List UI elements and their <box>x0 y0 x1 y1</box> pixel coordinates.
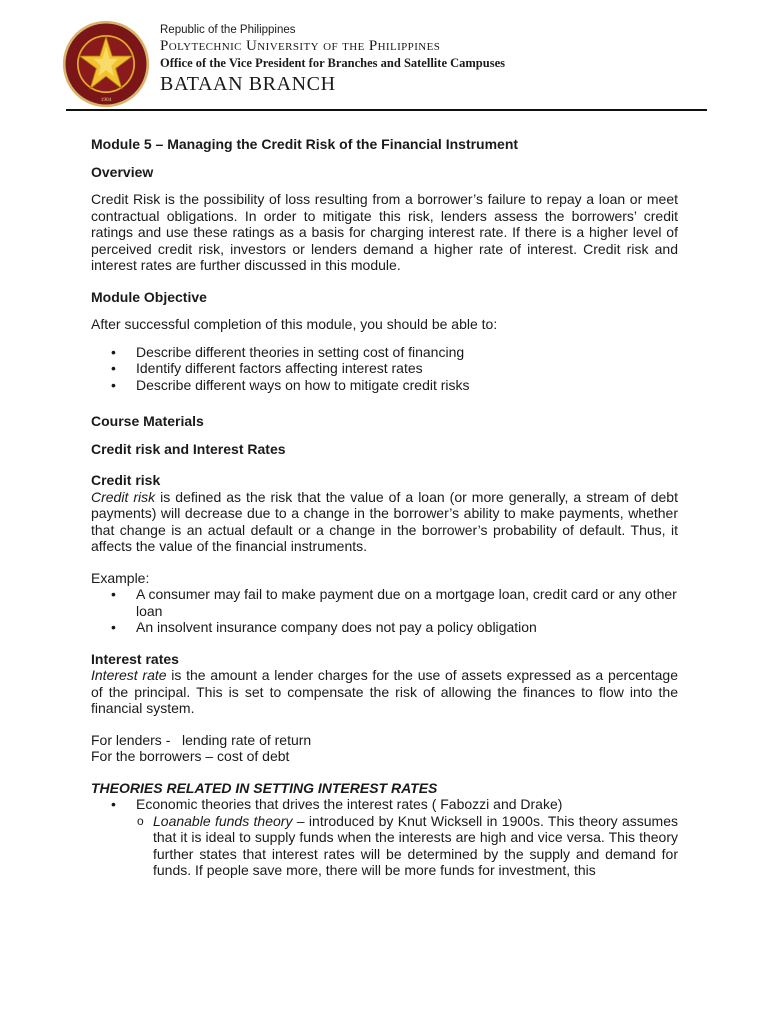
materials-heading: Course Materials <box>91 413 204 429</box>
letterhead <box>0 0 768 112</box>
list-item: • Describe different theories in setting cost of financing <box>91 344 678 361</box>
theories-list <box>91 796 678 813</box>
loanable-text: – introduced by Knut Wicksell in 1900s. This theory assumes that it is ideal to supply funds when the interests are high and vice versa. This theory further states that interest rates will be determined by the supply and demand for funds. If people save more, there will be more funds for investment, this <box>153 812 678 878</box>
header-divider <box>66 109 707 111</box>
module-title: Module 5 – Managing the Credit Risk of the Financial Instrument <box>91 136 519 152</box>
list-item: • Economic theories that drives the interest rates ( Fabozzi and Drake) <box>91 796 678 813</box>
interest-definition: is the amount a lender charges for the use of assets expressed as a percentage of the principal. This is set to compensate the risk of allowing the finances to flow into the financial system. <box>91 667 678 716</box>
interest-paragraph <box>91 667 678 717</box>
document-body <box>91 136 678 879</box>
university-name: Polytechnic University of the Philippines <box>160 38 441 54</box>
interest-term: Interest rate <box>91 667 167 683</box>
materials-subheading: Credit risk and Interest Rates <box>91 440 286 457</box>
lenders-line: For lenders - lending rate of return <box>91 731 312 748</box>
sub-bullet-marker: o <box>137 813 144 828</box>
list-item: • A consumer may fail to make payment due on a mortgage loan, credit card or any other loan <box>91 586 678 619</box>
loanable-funds-item <box>91 813 678 879</box>
interest-heading: Interest rates <box>91 650 179 667</box>
objective-list <box>91 344 678 394</box>
office-name: Office of the Vice President for Branches and Satellite Campuses <box>160 56 505 70</box>
overview-paragraph: Credit Risk is the possibility of loss resulting from a borrower’s failure to repay a loan or meet contractual obligations. In order to mitigate this risk, lenders assess the borrowers’ credit ratings and use these ratings as a basis for charging interest rate. If there is a higher level of perceived credit risk, investors or lenders demand a higher rate of interest. Credit risk and interest rates are further discussed in this module. <box>91 191 678 273</box>
borrowers-line: For the borrowers – cost of debt <box>91 748 290 764</box>
credit-risk-heading: Credit risk <box>91 472 161 488</box>
university-seal-logo <box>62 20 150 108</box>
credit-risk-definition: is defined as the risk that the value of a loan (or more generally, a stream of debt payments) will decrease due to a change in the borrower’s ability to make payments, whether that change is an actual default or a change in the borrower’s probability of default. Thus, it affects the value of the financial instruments. <box>91 488 678 554</box>
example-label: Example: <box>91 569 150 586</box>
svg-text:1904: 1904 <box>100 96 112 103</box>
credit-risk-term: Credit risk <box>91 488 156 505</box>
objective-heading: Module Objective <box>91 288 207 305</box>
overview-heading: Overview <box>91 163 154 180</box>
list-item: • Describe different ways on how to mitigate credit risks <box>91 377 678 394</box>
list-item: • Identify different factors affecting interest rates <box>91 360 678 377</box>
credit-risk-paragraph <box>91 489 678 555</box>
objective-intro: After successful completion of this module, you should be able to: <box>91 316 498 332</box>
list-item: • An insolvent insurance company does not pay a policy obligation <box>91 619 678 636</box>
loanable-term: Loanable funds theory <box>153 812 293 829</box>
republic-line: Republic of the Philippines <box>160 24 296 36</box>
theories-heading: THEORIES RELATED IN SETTING INTEREST RATES <box>91 779 438 796</box>
branch-name: BATAAN BRANCH <box>160 73 336 95</box>
example-list <box>91 586 678 636</box>
